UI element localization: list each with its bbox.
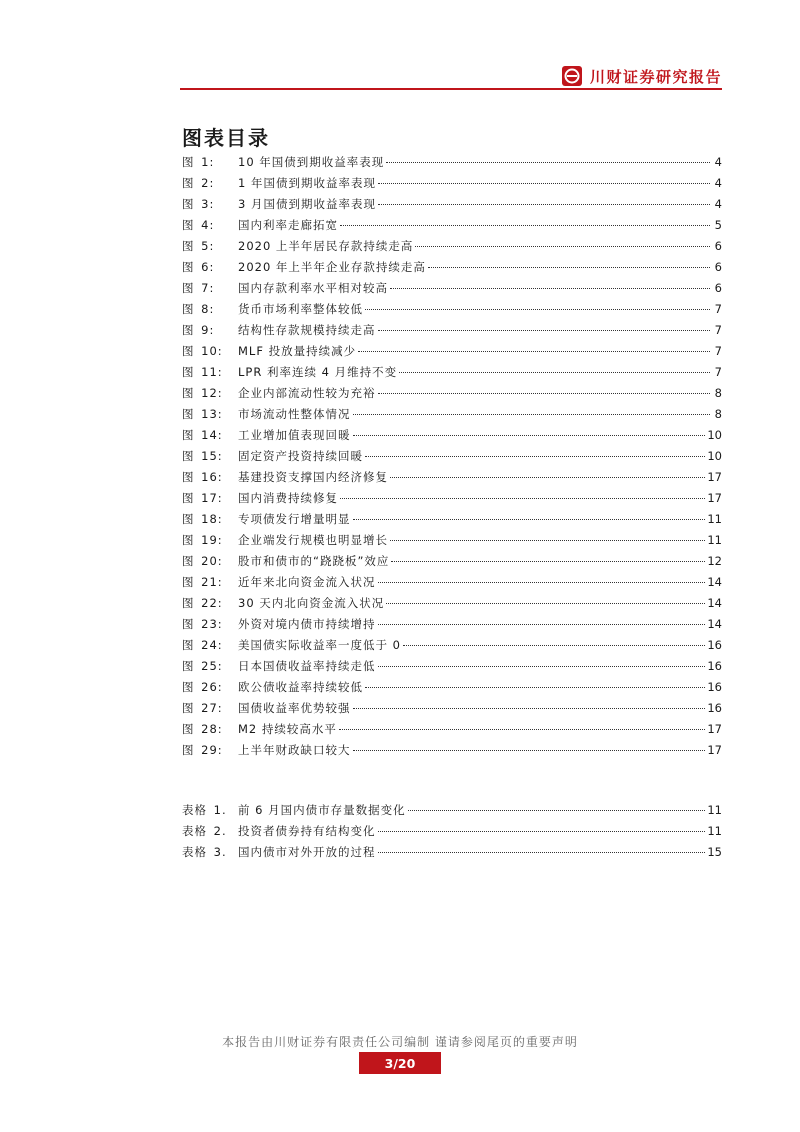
toc-entry-index: 13: — [201, 407, 223, 421]
toc-entry-index: 16: — [201, 470, 223, 484]
table-toc-entry[interactable] — [182, 821, 722, 842]
figure-toc-entry[interactable] — [182, 362, 722, 383]
toc-entry-prefix: 图 — [182, 386, 195, 400]
toc-entry-number — [182, 404, 238, 425]
toc-entry-page: 15 — [707, 845, 722, 859]
toc-entry-label: 前 6 月国内债市存量数据变化 — [238, 803, 406, 817]
toc-entry-label: 企业内部流动性较为充裕 — [238, 386, 376, 400]
toc-dot-leader — [378, 204, 710, 205]
toc-entry-index: 5: — [201, 239, 215, 253]
toc-dot-leader — [391, 561, 705, 562]
toc-entry-prefix: 图 — [182, 491, 195, 505]
toc-entry-prefix: 图 — [182, 197, 195, 211]
toc-entry-index: 23: — [201, 617, 223, 631]
toc-entry-number — [182, 446, 238, 467]
toc-dot-leader — [386, 603, 705, 604]
toc-entry-number — [182, 488, 238, 509]
toc-entry-page: 16 — [707, 680, 722, 694]
toc-entry-page: 17 — [707, 491, 722, 505]
table-list — [182, 800, 722, 863]
toc-entry-number — [182, 530, 238, 551]
toc-entry-page: 7 — [714, 365, 722, 379]
toc-entry-label: 近年来北向资金流入状况 — [238, 575, 376, 589]
footer-disclaimer: 本报告由川财证券有限责任公司编制 谨请参阅尾页的重要声明 — [222, 1035, 578, 1049]
toc-entry-prefix: 图 — [182, 260, 195, 274]
toc-entry-label: 上半年财政缺口较大 — [238, 743, 351, 757]
toc-entry-page: 7 — [714, 323, 722, 337]
toc-entry-page: 5 — [714, 218, 722, 232]
toc-entry-index: 12: — [201, 386, 223, 400]
toc-entry-index: 25: — [201, 659, 223, 673]
table-toc-entry[interactable] — [182, 800, 722, 821]
figure-toc-entry[interactable] — [182, 425, 722, 446]
toc-entry-prefix: 图 — [182, 155, 195, 169]
toc-dot-leader — [390, 288, 710, 289]
toc-entry-page: 17 — [707, 743, 722, 757]
toc-entry-index: 27: — [201, 701, 223, 715]
toc-entry-prefix: 图 — [182, 680, 195, 694]
figure-toc-entry[interactable] — [182, 299, 722, 320]
toc-entry-label: 固定资产投资持续回暖 — [238, 449, 363, 463]
toc-entry-number — [182, 593, 238, 614]
toc-entry-label: 市场流动性整体情况 — [238, 407, 351, 421]
toc-entry-index: 7: — [201, 281, 215, 295]
toc-entry-number — [182, 278, 238, 299]
toc-entry-prefix: 图 — [182, 239, 195, 253]
toc-entry-number — [182, 215, 238, 236]
figure-toc-entry[interactable] — [182, 572, 722, 593]
toc-entry-index: 10: — [201, 344, 223, 358]
toc-entry-page: 10 — [707, 449, 722, 463]
toc-entry-index: 3. — [213, 845, 227, 859]
toc-entry-label: 货币市场利率整体较低 — [238, 302, 363, 316]
toc-dot-leader — [365, 687, 705, 688]
toc-entry-page: 10 — [707, 428, 722, 442]
toc-dot-leader — [408, 810, 706, 811]
toc-entry-page: 4 — [714, 176, 722, 190]
toc-dot-leader — [386, 162, 710, 163]
toc-entry-index: 15: — [201, 449, 223, 463]
toc-entry-index: 2. — [213, 824, 227, 838]
figure-toc-entry[interactable] — [182, 236, 722, 257]
toc-entry-number — [182, 383, 238, 404]
toc-dot-leader — [378, 582, 706, 583]
toc-entry-label: 30 天内北向资金流入状况 — [238, 596, 385, 610]
toc-entry-index: 20: — [201, 554, 223, 568]
toc-entry-index: 3: — [201, 197, 215, 211]
toc-entry-number — [182, 152, 238, 173]
toc-entry-prefix: 图 — [182, 575, 195, 589]
toc-entry-label: 外资对境内债市持续增持 — [238, 617, 376, 631]
toc-entry-number — [182, 362, 238, 383]
table-toc-entry[interactable] — [182, 842, 722, 863]
toc-entry-prefix: 表格 — [182, 803, 207, 817]
toc-entry-index: 1. — [213, 803, 227, 817]
toc-dot-leader — [340, 498, 705, 499]
toc-entry-label: 投资者债券持有结构变化 — [238, 824, 376, 838]
toc-entry-index: 19: — [201, 533, 223, 547]
toc-entry-number — [182, 173, 238, 194]
toc-entry-index: 21: — [201, 575, 223, 589]
toc-entry-label: 企业端发行规模也明显增长 — [238, 533, 388, 547]
toc-dot-leader — [353, 519, 706, 520]
toc-entry-label: LPR 利率连续 4 月维持不变 — [238, 365, 398, 379]
figure-toc-entry[interactable] — [182, 719, 722, 740]
toc-dot-leader — [399, 372, 710, 373]
toc-dot-leader — [378, 831, 706, 832]
figure-toc-entry[interactable] — [182, 677, 722, 698]
toc-entry-label: 国内债市对外开放的过程 — [238, 845, 376, 859]
figure-toc-entry[interactable] — [182, 488, 722, 509]
figure-toc-entry[interactable] — [182, 593, 722, 614]
figure-toc-entry[interactable] — [182, 320, 722, 341]
toc-entry-prefix: 图 — [182, 638, 195, 652]
toc-entry-label: MLF 投放量持续减少 — [238, 344, 357, 358]
figure-toc-entry[interactable] — [182, 614, 722, 635]
toc-entry-prefix: 图 — [182, 554, 195, 568]
toc-entry-page: 7 — [714, 344, 722, 358]
figure-toc-entry[interactable] — [182, 530, 722, 551]
toc-dot-leader — [378, 852, 706, 853]
toc-entry-index: 22: — [201, 596, 223, 610]
toc-entry-label: 结构性存款规模持续走高 — [238, 323, 376, 337]
toc-entry-number — [182, 656, 238, 677]
figure-toc-entry[interactable] — [182, 383, 722, 404]
toc-entry-number — [182, 614, 238, 635]
figure-toc-entry[interactable] — [182, 446, 722, 467]
toc-entry-page: 16 — [707, 638, 722, 652]
toc-dot-leader — [353, 750, 706, 751]
toc-entry-prefix: 图 — [182, 407, 195, 421]
toc-entry-page: 7 — [714, 302, 722, 316]
toc-entry-number — [182, 320, 238, 341]
toc-entry-prefix: 图 — [182, 218, 195, 232]
toc-entry-prefix: 图 — [182, 512, 195, 526]
toc-entry-page: 16 — [707, 701, 722, 715]
toc-dot-leader — [340, 225, 710, 226]
toc-entry-label: 工业增加值表现回暖 — [238, 428, 351, 442]
toc-entry-page: 12 — [707, 554, 722, 568]
toc-entry-prefix: 图 — [182, 617, 195, 631]
toc-entry-number — [182, 467, 238, 488]
toc-title: 图表目录 — [182, 126, 270, 150]
toc-dot-leader — [428, 267, 710, 268]
toc-entry-label: 3 月国债到期收益率表现 — [238, 197, 376, 211]
toc-entry-page: 11 — [707, 824, 722, 838]
toc-entry-page: 8 — [714, 386, 722, 400]
toc-entry-label: 欧公债收益率持续较低 — [238, 680, 363, 694]
toc-entry-prefix: 图 — [182, 323, 195, 337]
toc-dot-leader — [365, 309, 710, 310]
toc-entry-number — [182, 677, 238, 698]
toc-dot-leader — [339, 729, 705, 730]
toc-entry-page: 6 — [714, 281, 722, 295]
toc-entry-page: 4 — [714, 197, 722, 211]
toc-entry-index: 9: — [201, 323, 215, 337]
toc-dot-leader — [415, 246, 710, 247]
toc-entry-prefix: 图 — [182, 302, 195, 316]
toc-entry-page: 14 — [707, 575, 722, 589]
toc-entry-label: 1 年国债到期收益率表现 — [238, 176, 376, 190]
toc-entry-page: 6 — [714, 260, 722, 274]
toc-entry-label: 基建投资支撑国内经济修复 — [238, 470, 388, 484]
toc-entry-prefix: 图 — [182, 344, 195, 358]
toc-entry-number — [182, 821, 238, 842]
toc-entry-index: 4: — [201, 218, 215, 232]
toc-entry-label: 股市和债市的“跷跷板”效应 — [238, 554, 390, 568]
toc-entry-prefix: 图 — [182, 722, 195, 736]
toc-dot-leader — [403, 645, 705, 646]
figure-toc-entry[interactable] — [182, 656, 722, 677]
figure-toc-entry[interactable] — [182, 740, 722, 761]
toc-dot-leader — [353, 708, 706, 709]
toc-entry-number — [182, 842, 238, 863]
toc-entry-index: 11: — [201, 365, 223, 379]
toc-entry-index: 2: — [201, 176, 215, 190]
toc-entry-number — [182, 236, 238, 257]
header-divider — [180, 88, 722, 90]
toc-entry-prefix: 图 — [182, 533, 195, 547]
toc-entry-label: M2 持续较高水平 — [238, 722, 337, 736]
figure-toc-entry[interactable] — [182, 509, 722, 530]
brand-name: 川财证券研究报告 — [589, 67, 722, 86]
toc-entry-index: 6: — [201, 260, 215, 274]
figure-toc-entry[interactable] — [182, 404, 722, 425]
toc-entry-page: 6 — [714, 239, 722, 253]
toc-entry-number — [182, 509, 238, 530]
toc-entry-number — [182, 194, 238, 215]
toc-dot-leader — [378, 393, 711, 394]
toc-entry-label: 2020 年上半年企业存款持续走高 — [238, 260, 426, 274]
toc-entry-number — [182, 698, 238, 719]
toc-entry-label: 专项债发行增量明显 — [238, 512, 351, 526]
figure-toc-entry[interactable] — [182, 551, 722, 572]
toc-entry-page: 14 — [707, 617, 722, 631]
toc-entry-number — [182, 800, 238, 821]
toc-entry-label: 10 年国债到期收益率表现 — [238, 155, 385, 169]
figure-list — [182, 152, 722, 761]
toc-entry-label: 美国债实际收益率一度低于 0 — [238, 638, 401, 652]
toc-entry-label: 国内消费持续修复 — [238, 491, 338, 505]
header-brand — [562, 64, 722, 88]
toc-entry-prefix: 图 — [182, 470, 195, 484]
toc-entry-prefix: 表格 — [182, 824, 207, 838]
figure-toc-entry[interactable] — [182, 278, 722, 299]
toc-entry-prefix: 图 — [182, 176, 195, 190]
toc-dot-leader — [378, 330, 711, 331]
toc-entry-prefix: 图 — [182, 659, 195, 673]
toc-entry-page: 16 — [707, 659, 722, 673]
toc-entry-label: 国内利率走廊拓宽 — [238, 218, 338, 232]
figure-toc-entry[interactable] — [182, 698, 722, 719]
toc-entry-label: 国内存款利率水平相对较高 — [238, 281, 388, 295]
toc-dot-leader — [378, 624, 706, 625]
toc-entry-number — [182, 341, 238, 362]
toc-entry-prefix: 表格 — [182, 845, 207, 859]
figure-toc-entry[interactable] — [182, 194, 722, 215]
figure-toc-entry[interactable] — [182, 173, 722, 194]
toc-entry-prefix: 图 — [182, 449, 195, 463]
toc-entry-number — [182, 635, 238, 656]
figure-toc-entry[interactable] — [182, 635, 722, 656]
toc-dot-leader — [378, 183, 710, 184]
toc-dot-leader — [378, 666, 706, 667]
figure-toc-entry[interactable] — [182, 341, 722, 362]
brand-logo-icon — [562, 66, 582, 86]
toc-entry-number — [182, 719, 238, 740]
toc-entry-prefix: 图 — [182, 428, 195, 442]
toc-dot-leader — [390, 540, 705, 541]
toc-dot-leader — [365, 456, 705, 457]
toc-entry-prefix: 图 — [182, 596, 195, 610]
toc-entry-page: 11 — [707, 803, 722, 817]
toc-entry-page: 17 — [707, 470, 722, 484]
toc-entry-page: 17 — [707, 722, 722, 736]
figure-toc-entry[interactable] — [182, 467, 722, 488]
toc-entry-label: 日本国债收益率持续走低 — [238, 659, 376, 673]
toc-entry-index: 26: — [201, 680, 223, 694]
toc-entry-page: 14 — [707, 596, 722, 610]
toc-entry-index: 28: — [201, 722, 223, 736]
toc-entry-number — [182, 572, 238, 593]
toc-entry-index: 14: — [201, 428, 223, 442]
toc-entry-prefix: 图 — [182, 701, 195, 715]
toc-entry-number — [182, 299, 238, 320]
toc-entry-number — [182, 740, 238, 761]
toc-entry-number — [182, 551, 238, 572]
figure-toc-entry[interactable] — [182, 152, 722, 173]
toc-entry-index: 17: — [201, 491, 223, 505]
toc-entry-page: 11 — [707, 512, 722, 526]
toc-entry-page: 4 — [714, 155, 722, 169]
toc-entry-page: 8 — [714, 407, 722, 421]
toc-entry-index: 1: — [201, 155, 215, 169]
toc-entry-label: 2020 上半年居民存款持续走高 — [238, 239, 414, 253]
toc-entry-prefix: 图 — [182, 365, 195, 379]
figure-toc-entry[interactable] — [182, 257, 722, 278]
toc-entry-page: 11 — [707, 533, 722, 547]
toc-entry-prefix: 图 — [182, 281, 195, 295]
toc-entry-label: 国债收益率优势较强 — [238, 701, 351, 715]
toc-entry-index: 8: — [201, 302, 215, 316]
toc-entry-index: 29: — [201, 743, 223, 757]
page-number-badge: 3/20 — [359, 1052, 441, 1074]
toc-entry-number — [182, 425, 238, 446]
toc-entry-prefix: 图 — [182, 743, 195, 757]
toc-entry-index: 18: — [201, 512, 223, 526]
toc-dot-leader — [390, 477, 705, 478]
figure-toc-entry[interactable] — [182, 215, 722, 236]
toc-dot-leader — [353, 414, 711, 415]
toc-entry-number — [182, 257, 238, 278]
toc-dot-leader — [358, 351, 710, 352]
toc-entry-index: 24: — [201, 638, 223, 652]
toc-dot-leader — [353, 435, 706, 436]
